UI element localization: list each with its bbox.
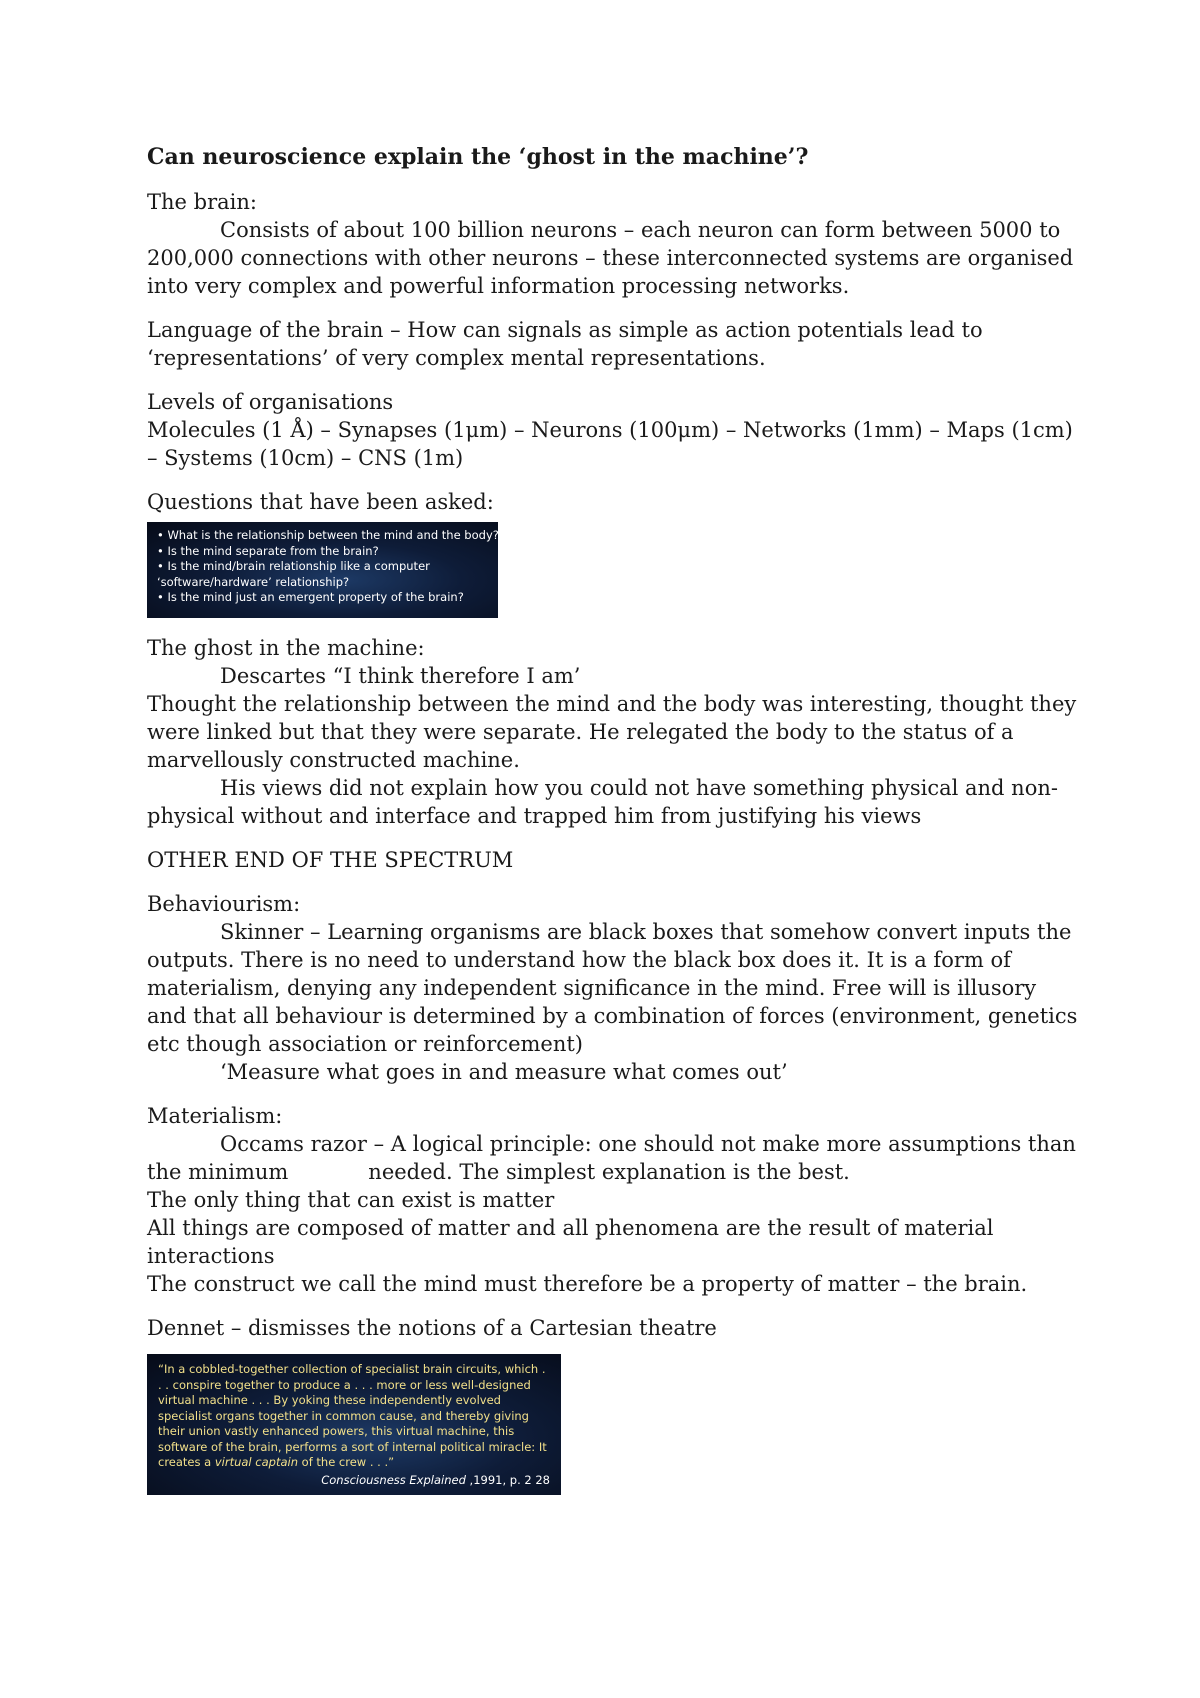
dennet-quote-part-a: “In a cobbled-together collection of specialist brain circuits, which . . . conspire together to produce a . . . more or less well-designed virtual machine . . . By yoking these independently evolved specialist organs together in common cause, and thereby giving their union vastly enhanced powers, this virtual machine, this software of the brain, performs a sort of internal political miracle: It creates a <box>158 1362 547 1469</box>
ghost-paragraph-1: Thought the relationship between the mind and the body was interesting, thought they were linked but that they were separate. He relegated the body to the status of a marvellously constructed machine. <box>147 692 1077 772</box>
language-paragraph: Language of the brain – How can signals as simple as action potentials lead to ‘representations’ of very complex mental representations. <box>147 318 983 370</box>
dennet-citation <box>158 1473 550 1489</box>
behaviourism-paragraph: Skinner – Learning organisms are black boxes that somehow convert inputs the outputs. There is no need to understand how the black box does it. It is a form of materialism, denying any independent significance in the mind. Free will is illusory and that all behaviour is determined by a combination of forces (environment, genetics etc though association or reinforcement) <box>147 920 1078 1056</box>
dennet-quote <box>158 1362 550 1471</box>
materialism-heading: Materialism: <box>147 1104 283 1128</box>
dennet-quote-slide-image <box>147 1354 561 1495</box>
brain-paragraph: Consists of about 100 billion neurons – each neuron can form between 5000 to 200,000 connections with other neurons – these interconnected systems are organised into very complex and powerful information processing networks. <box>147 218 1074 298</box>
citation-details: ,1991, p. 2 28 <box>465 1472 550 1487</box>
slide-question: • Is the mind just an emergent property of the brain? <box>157 590 464 604</box>
questions-slide-image <box>147 522 498 618</box>
behaviourism-quote: ‘Measure what goes in and measure what comes out’ <box>220 1060 788 1084</box>
slide-question: • What is the relationship between the mind and the body? <box>157 528 499 542</box>
page-title: Can neuroscience explain the ‘ghost in the machine’? <box>147 144 809 170</box>
occams-razor-part-b: needed. The simplest explanation is the best. <box>368 1160 850 1184</box>
brain-heading: The brain: <box>147 190 257 214</box>
occams-razor-part-a: Occams razor – A logical principle: one should not make more assumptions than the minimum <box>147 1132 1076 1184</box>
levels-heading: Levels of organisations <box>147 390 394 414</box>
ghost-heading: The ghost in the machine: <box>147 636 425 660</box>
slide-question: ‘software/hardware’ relationship? <box>157 574 350 589</box>
dennet-quote-part-b: of the crew . . .” <box>301 1455 395 1469</box>
materialism-line-1: The only thing that can exist is matter <box>147 1188 555 1212</box>
ghost-paragraph-2: His views did not explain how you could not have something physical and non-physical without and interface and trapped him from justifying his views <box>147 776 1058 828</box>
dennet-heading: Dennet – dismisses the notions of a Cartesian theatre <box>147 1316 717 1340</box>
slide-question: • Is the mind separate from the brain? <box>157 543 379 558</box>
materialism-line-2: All things are composed of matter and all phenomena are the result of material interactions <box>147 1216 994 1268</box>
citation-title: Consciousness Explained <box>321 1472 466 1487</box>
questions-heading: Questions that have been asked: <box>147 490 494 514</box>
descartes-quote: Descartes “I think therefore I am’ <box>220 664 581 688</box>
slide-question: • Is the mind/brain relationship like a computer <box>157 559 430 573</box>
occams-razor-paragraph <box>147 1130 1082 1186</box>
document-content <box>147 140 1082 1495</box>
materialism-line-3: The construct we call the mind must therefore be a property of matter – the brain. <box>147 1272 1028 1296</box>
dennet-quote-emphasis: virtual captain <box>214 1455 298 1469</box>
behaviourism-heading: Behaviourism: <box>147 892 301 916</box>
spectrum-heading: OTHER END OF THE SPECTRUM <box>147 848 514 872</box>
levels-paragraph: Molecules (1 Å) – Synapses (1μm) – Neurons (100μm) – Networks (1mm) – Maps (1cm) – Systems (10cm) – CNS (1m) <box>147 418 1073 470</box>
